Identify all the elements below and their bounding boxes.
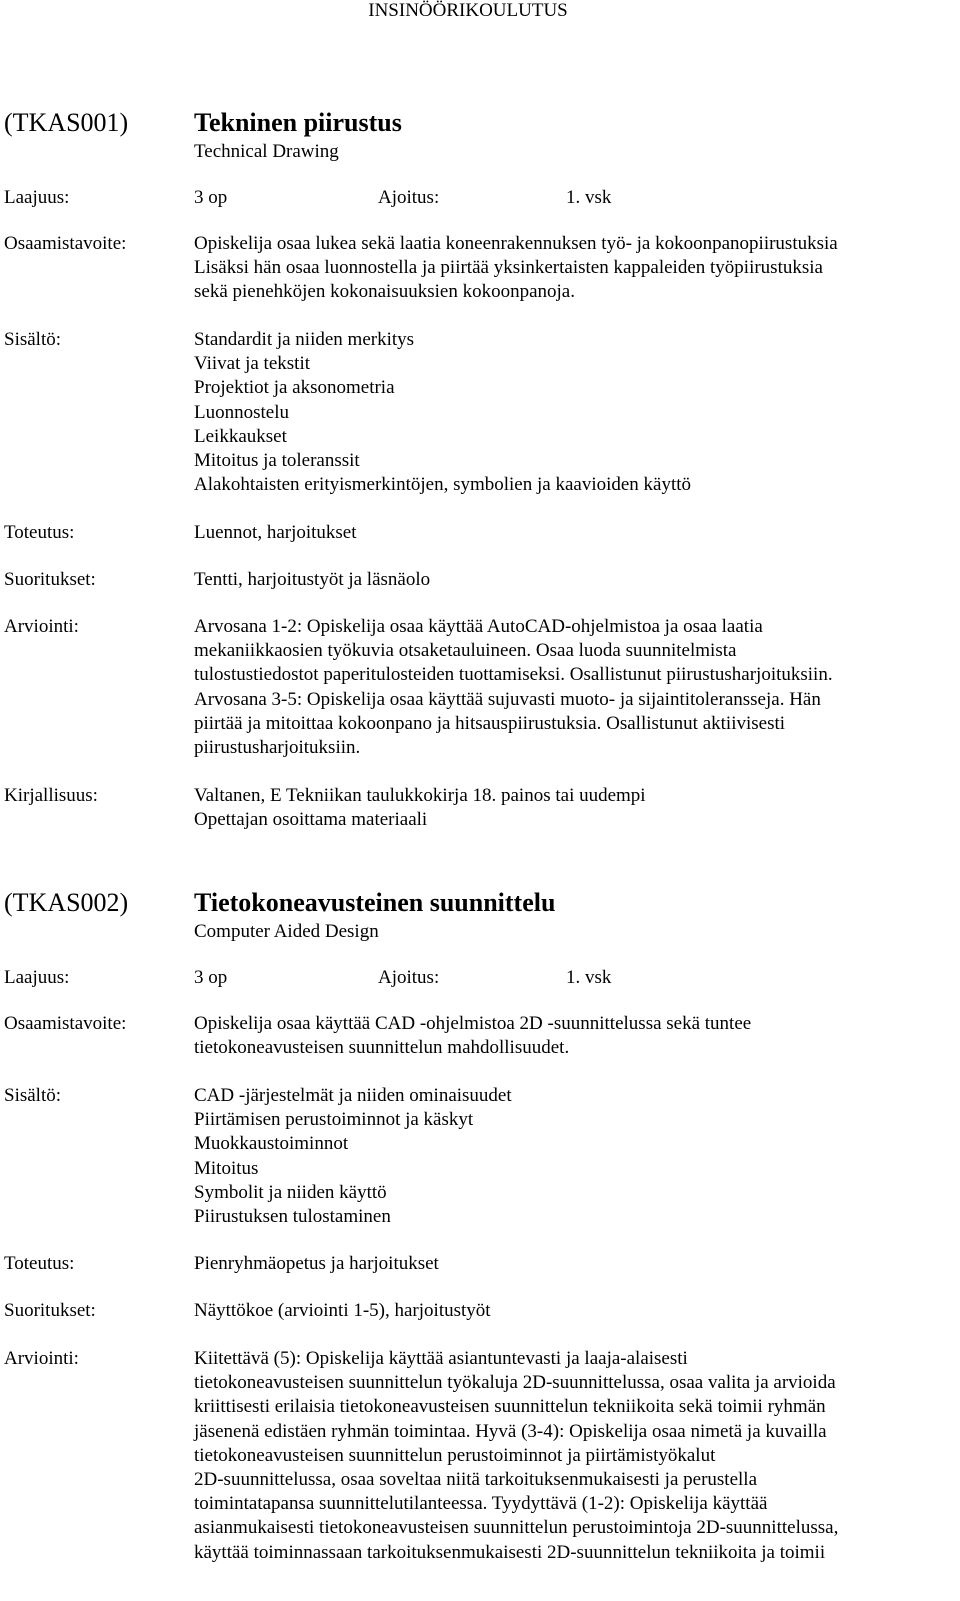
arviointi-label: Arviointi: (4, 616, 79, 637)
kirjallisuus-label: Kirjallisuus: (4, 785, 98, 806)
suoritukset-value: Tentti, harjoitustyöt ja läsnäolo (194, 569, 431, 590)
arviointi-line: Arvosana 3-5: Opiskelija osaa käyttää sujuvasti muoto- ja sijaintitoleransseja. Hän (194, 688, 821, 710)
osaamistavoite-line: sekä pienehköjen kokonaisuuksien kokoonpanoja. (194, 281, 575, 303)
kirjallisuus-list (194, 784, 944, 832)
arviointi-line: jäsenenä edistäen ryhmän toimintaa. Hyvä (3-4): Opiskelija osaa nimetä ja kuvailla (194, 1420, 827, 1442)
sisalto-item: CAD -järjestelmät ja niiden ominaisuudet (194, 1085, 512, 1106)
page-header: INSINÖÖRIKOULUTUS (368, 0, 568, 21)
arviointi-line: piirustusharjoituksiin. (194, 737, 361, 759)
ajoitus-value: 1. vsk (566, 967, 612, 988)
course-code: (TKAS002) (4, 888, 129, 917)
laajuus-value: 3 op (194, 967, 228, 988)
sisalto-item: Mitoitus ja toleranssit (194, 450, 360, 472)
arviointi-line: toimintatapansa suunnittelutilanteessa. Tyydyttävä (1-2): Opiskelija käyttää (194, 1493, 768, 1515)
osaamistavoite-text (194, 232, 944, 305)
arviointi-line: käyttää toiminnassaan tarkoituksenmukaisesti 2D-suunnittelun tekniikoita ja toimii (194, 1541, 826, 1563)
sisalto-item: Piirustuksen tulostaminen (194, 1206, 391, 1228)
sisalto-item: Standardit ja niiden merkitys (194, 329, 415, 350)
toteutus-label: Toteutus: (4, 522, 75, 543)
arviointi-line: Kiitettävä (5): Opiskelija käyttää asiantuntevasti ja laaja-alaisesti (194, 1348, 688, 1369)
sisalto-list (194, 1084, 944, 1229)
arviointi-line: tietokoneavusteisen suunnittelun perustoiminnot ja piirtämistyökalut (194, 1444, 716, 1466)
osaamistavoite-line: Opiskelija osaa lukea sekä laatia koneenrakennuksen työ- ja kokoonpanopiirustuksia (194, 233, 838, 254)
kirjallisuus-item: Valtanen, E Tekniikan taulukkokirja 18. painos tai uudempi (194, 785, 646, 806)
sisalto-item: Piirtämisen perustoiminnot ja käskyt (194, 1109, 474, 1131)
sisalto-item: Alakohtaisten erityismerkintöjen, symbolien ja kaavioiden käyttö (194, 474, 692, 496)
toteutus-value: Luennot, harjoitukset (194, 522, 357, 543)
toteutus-label: Toteutus: (4, 1253, 75, 1274)
ajoitus-label: Ajoitus: (378, 187, 440, 208)
laajuus-value: 3 op (194, 187, 228, 208)
sisalto-item: Viivat ja tekstit (194, 353, 311, 375)
toteutus-value: Pienryhmäopetus ja harjoitukset (194, 1253, 439, 1274)
sisalto-list (194, 328, 944, 497)
arviointi-line: 2D-suunnittelussa, osaa soveltaa niitä tarkoituksenmukaisesti ja perustella (194, 1469, 758, 1491)
laajuus-label: Laajuus: (4, 187, 70, 208)
suoritukset-value: Näyttökoe (arviointi 1-5), harjoitustyöt (194, 1300, 491, 1321)
sisalto-item: Symbolit ja niiden käyttö (194, 1181, 387, 1203)
course-title: Tekninen piirustus (194, 108, 402, 137)
arviointi-label: Arviointi: (4, 1348, 79, 1369)
course-code: (TKAS001) (4, 108, 129, 137)
arviointi-text (194, 1347, 944, 1565)
osaamistavoite-line: Opiskelija osaa käyttää CAD -ohjelmistoa 2D -suunnittelussa sekä tuntee (194, 1013, 752, 1034)
ajoitus-label: Ajoitus: (378, 967, 440, 988)
arviointi-line: tietokoneavusteisen suunnittelun työkaluja 2D-suunnittelussa, osaa valita ja arvioida (194, 1372, 836, 1394)
sisalto-item: Luonnostelu (194, 401, 289, 423)
sisalto-item: Leikkaukset (194, 425, 287, 447)
sisalto-label: Sisältö: (4, 329, 62, 350)
osaamistavoite-line: Lisäksi hän osaa luonnostella ja piirtää yksinkertaisten kappaleiden työpiirustuksia (194, 257, 823, 279)
arviointi-line: piirtää ja mitoittaa kokoonpano ja hitsauspiirustuksia. Osallistunut aktiivisesti (194, 712, 786, 734)
osaamistavoite-text (194, 1012, 944, 1060)
sisalto-item: Mitoitus (194, 1157, 259, 1179)
osaamistavoite-label: Osaamistavoite: (4, 233, 127, 254)
kirjallisuus-item: Opettajan osoittama materiaali (194, 809, 428, 831)
sisalto-label: Sisältö: (4, 1085, 62, 1106)
suoritukset-label: Suoritukset: (4, 569, 96, 590)
arviointi-line: Arvosana 1-2: Opiskelija osaa käyttää AutoCAD-ohjelmistoa ja osaa laatia (194, 616, 763, 637)
ajoitus-value: 1. vsk (566, 187, 612, 208)
arviointi-line: kriittisesti erilaisia tietokoneavusteisen suunnittelun tekniikoita sekä toimii ryhmän (194, 1396, 826, 1418)
sisalto-item: Muokkaustoiminnot (194, 1133, 349, 1155)
sisalto-item: Projektiot ja aksonometria (194, 377, 395, 399)
course-title: Tietokoneavusteinen suunnittelu (194, 888, 556, 917)
arviointi-line: tulostustiedostot paperitulosteiden tuottamiseksi. Osallistunut piirustusharjoituksiin. (194, 664, 833, 686)
course-subtitle: Computer Aided Design (194, 921, 379, 942)
course-subtitle: Technical Drawing (194, 141, 339, 162)
osaamistavoite-label: Osaamistavoite: (4, 1013, 127, 1034)
arviointi-line: asianmukaisesti tietokoneavusteisen suunnittelun perustoimintoja 2D-suunnittelussa, (194, 1517, 839, 1539)
laajuus-label: Laajuus: (4, 967, 70, 988)
arviointi-text (194, 615, 944, 760)
suoritukset-label: Suoritukset: (4, 1300, 96, 1321)
arviointi-line: mekaniikkaosien työkuvia otsaketauluineen. Osaa luoda suunnitelmista (194, 640, 737, 662)
osaamistavoite-line: tietokoneavusteisen suunnittelun mahdollisuudet. (194, 1037, 570, 1059)
